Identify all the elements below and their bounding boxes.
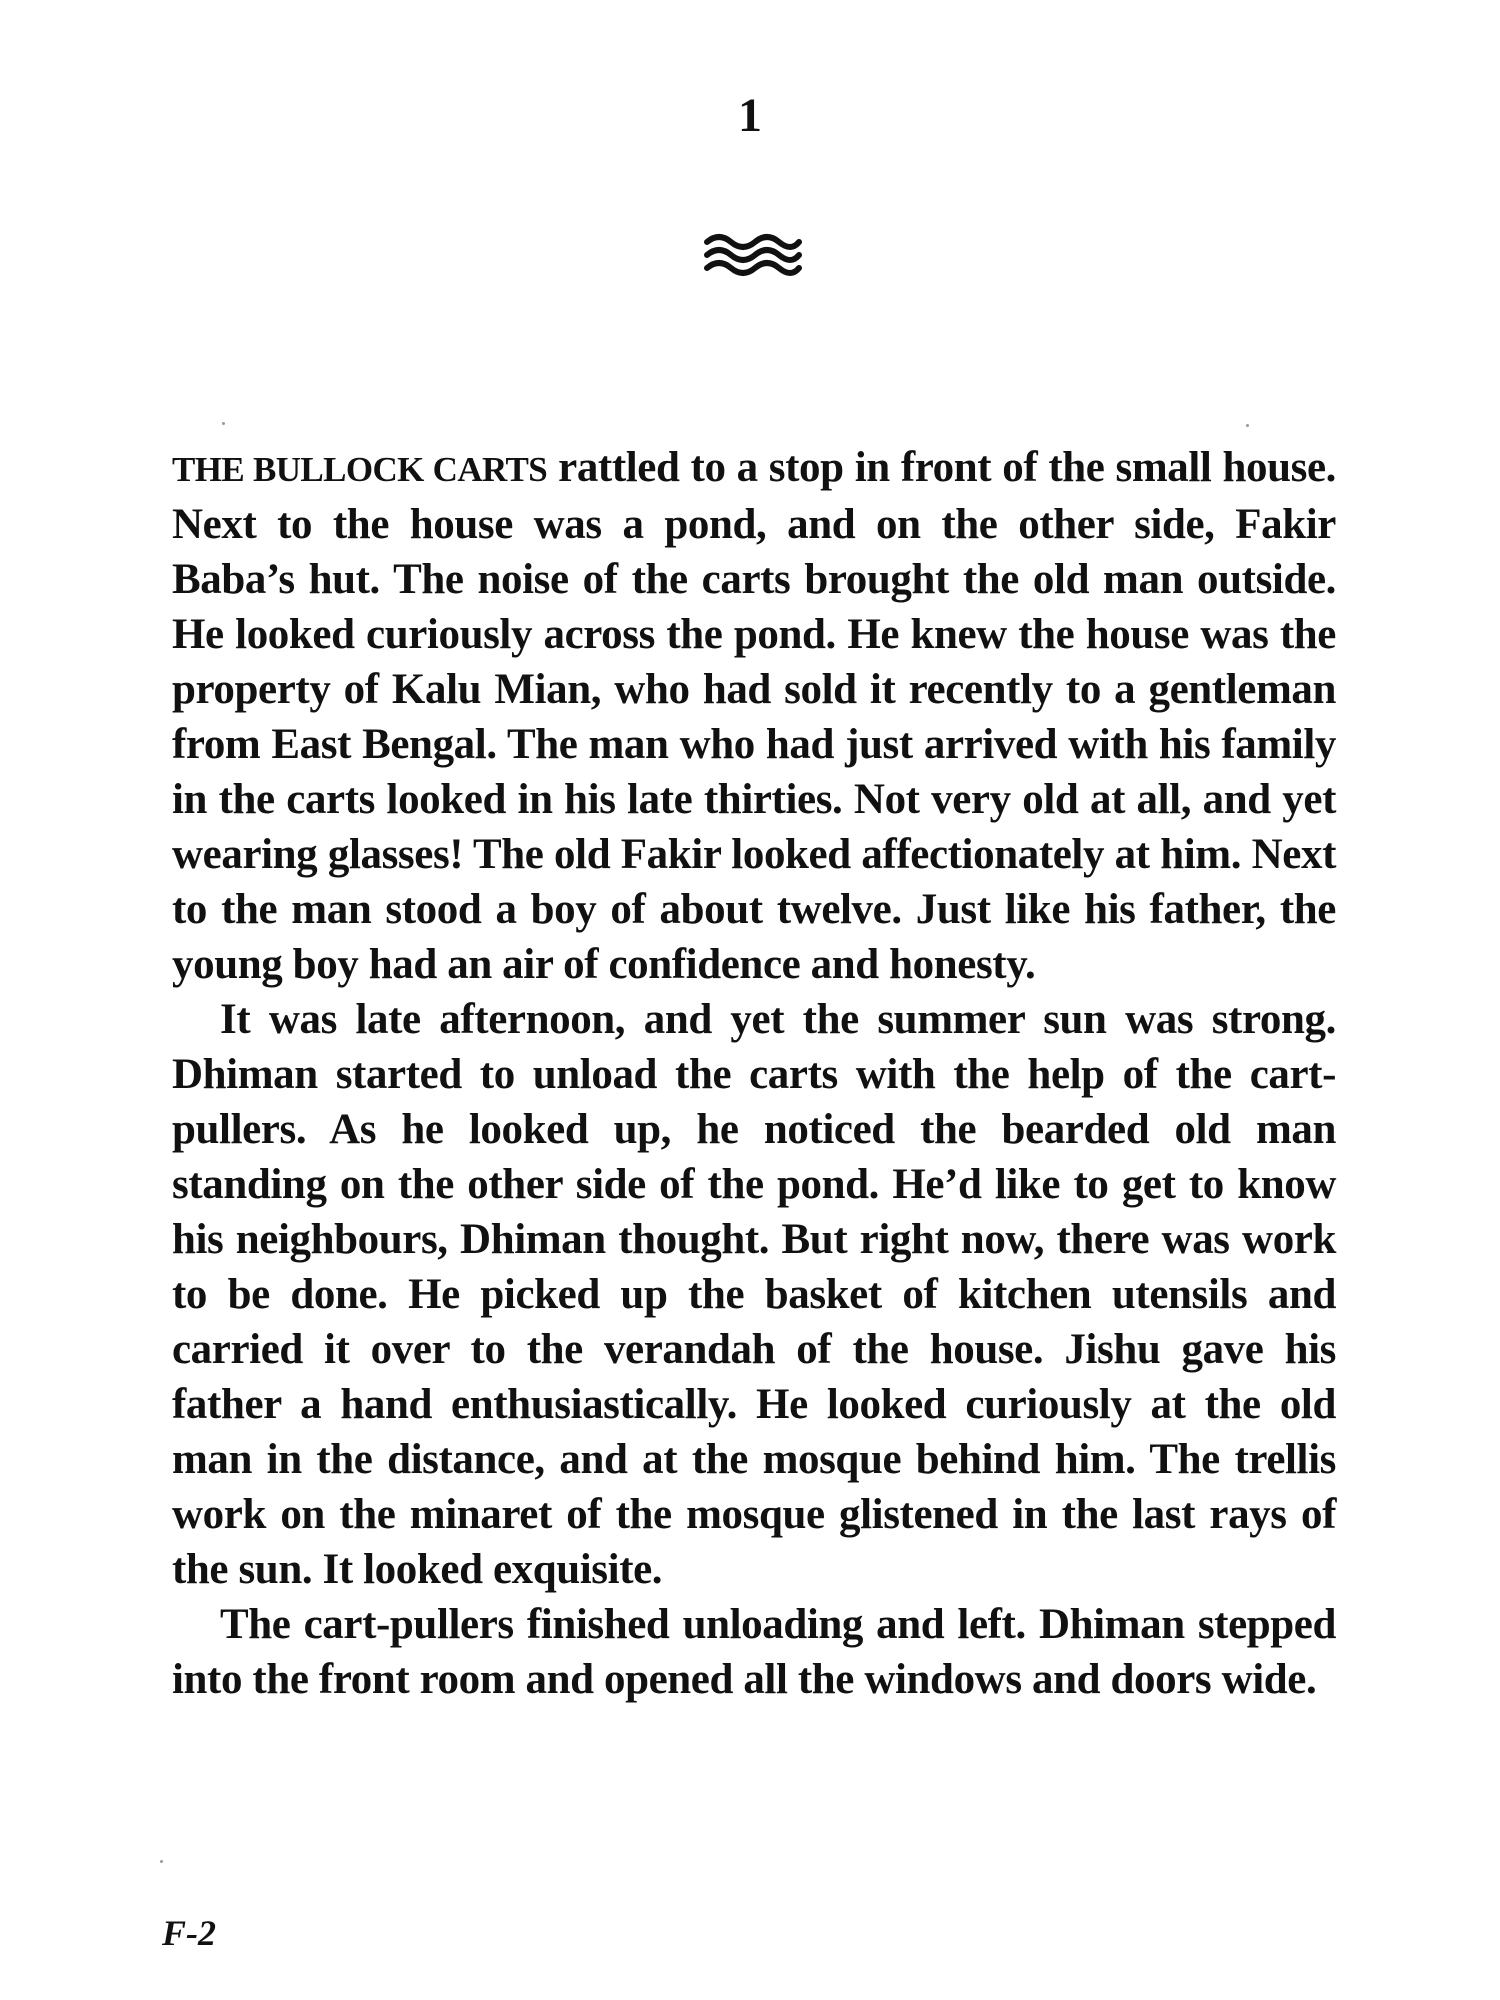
page-folio: F-2 [162,1913,216,1953]
scan-speck [1246,424,1249,427]
paragraph-1-text: rattled to a stop in front of the small house. Next to the house was a pond, and on the other side, Fakir Baba’s hut. The noise of the carts brought the old man outside. He looked curiously across the pond. He knew the house was the property of Kalu Mian, who had sold it recently to a gentleman from East Bengal. The man who had just arrived with his family in the carts looked in his late thirties. Not very old at all, and yet wearing glasses! The old Fakir looked affectionately at him. Next to the man stood a boy of about twelve. Just like his father, the young boy had an air of confidence and honesty. [172,444,1337,988]
chapter-body [172,440,1336,1707]
wave-ornament-icon [703,228,803,280]
paragraph-2: It was late afternoon, and yet the summer sun was strong. Dhiman started to unload the carts with the help of the cart-pullers. As he looked up, he noticed the bearded old man standing on the other side of the pond. He’d like to get to know his neighbours, Dhiman thought. But right now, there was work to be done. He picked up the basket of kitchen utensils and carried it over to the verandah of the house. Jishu gave his father a hand enthusiastically. He looked curiously at the old man in the distance, and at the mosque behind him. The trellis work on the minaret of the mosque glistened in the last rays of the sun. It looked exquisite. [172,996,1336,1593]
paragraph-3: The cart-pullers finished unloading and left. Dhiman stepped into the front room and opened all the windows and doors wide. [172,1601,1336,1703]
chapter-number: 1 [738,89,762,142]
paragraph-lead-in: THE BULLOCK CARTS [172,450,548,489]
paragraph-1 [172,440,1336,992]
scan-speck [222,422,225,425]
scan-speck [160,1860,163,1863]
